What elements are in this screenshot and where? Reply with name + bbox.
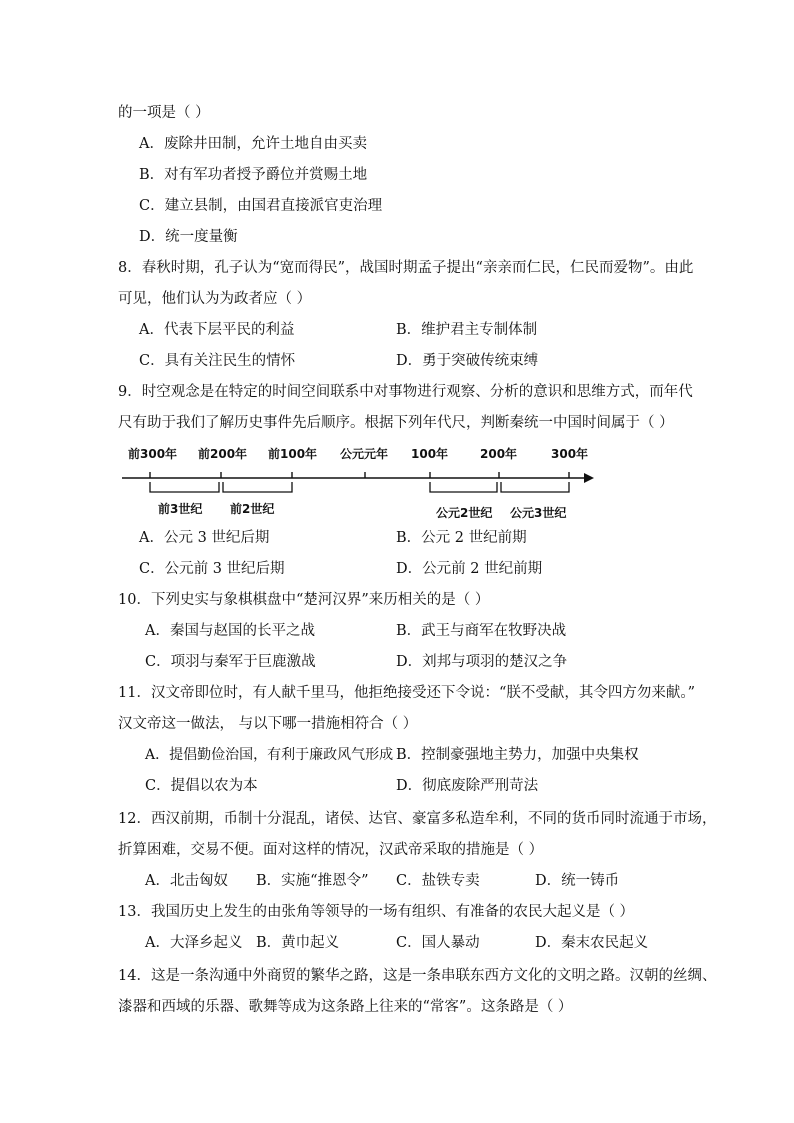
timeline-tick-label: 前200年 [198, 447, 248, 461]
q9-option-c: C．公元前 3 世纪后期 [139, 561, 285, 577]
q10-stem: 10．下列史实与象棋棋盘中“楚河汉界”来历相关的是（ ） [118, 592, 490, 608]
q8-option-b: B．维护君主专制体制 [396, 322, 538, 338]
timeline-ruler [118, 440, 598, 526]
q11-stem-line-2: 汉文帝这一做法， 与以下哪一措施相符合（ ） [118, 716, 418, 732]
q11-option-d: D．彻底废除严刑苛法 [396, 778, 539, 794]
q9-stem-line-1: 9．时空观念是在特定的时间空间联系中对事物进行观察、分析的意识和思维方式，而年代 [118, 384, 693, 400]
q11-option-c: C．提倡以农为本 [145, 778, 258, 794]
timeline-arrow-icon [584, 473, 594, 483]
q9-stem-line-2: 尺有助于我们了解历史事件先后顺序。根据下列年代尺，判断秦统一中国时间属于（ ） [118, 415, 674, 431]
span-bracket-bc2 [223, 482, 292, 492]
q12-option-a: A．北击匈奴 [145, 873, 228, 889]
q12-option-c: C．盐铁专卖 [396, 873, 480, 889]
q12-option-d: D．统一铸币 [535, 873, 620, 889]
span-bracket-ad2 [430, 482, 497, 492]
timeline-tick-label: 300年 [551, 447, 589, 461]
q8-option-a: A．代表下层平民的利益 [139, 322, 295, 338]
timeline-tick-label: 200年 [480, 447, 518, 461]
q13-option-b: B．黄巾起义 [256, 935, 340, 951]
q7-option-c: C．建立县制，由国君直接派官吏治理 [139, 198, 383, 214]
span-label: 前3世纪 [158, 502, 203, 516]
q11-option-a: A．提倡勤俭治国，有利于廉政风气形成 [145, 747, 394, 763]
span-label: 公元3世纪 [510, 506, 567, 520]
q9-option-d: D．公元前 2 世纪前期 [396, 561, 543, 577]
timeline-tick-label: 公元元年 [340, 447, 389, 461]
q10-option-d: D．刘邦与项羽的楚汉之争 [396, 654, 568, 670]
q8-option-c: C．具有关注民生的情怀 [139, 353, 296, 369]
q10-option-b: B．武王与商军在牧野决战 [396, 623, 567, 639]
q7-option-d: D．统一度量衡 [139, 229, 238, 245]
timeline-tick-label: 前300年 [128, 447, 178, 461]
q13-option-a: A．大泽乡起义 [145, 935, 243, 951]
q13-option-c: C．国人暴动 [396, 935, 480, 951]
q12-option-b: B．实施“推恩令” [256, 873, 369, 889]
q8-stem-line-1: 8．春秋时期，孔子认为“宽而得民”，战国时期孟子提出“亲亲而仁民，仁民而爱物”。由此 [118, 260, 694, 276]
q7-option-a: A．废除井田制，允许土地自由买卖 [139, 136, 367, 152]
q10-option-c: C．项羽与秦军于巨鹿激战 [145, 654, 316, 670]
q12-stem-line-1: 12．西汉前期，币制十分混乱，诸侯、达官、豪富多私造牟利，不同的货币同时流通于市场， [118, 811, 717, 827]
q8-stem-line-2: 可见，他们认为为政者应（ ） [118, 291, 312, 307]
q9-option-a: A．公元 3 世纪后期 [139, 530, 270, 546]
q11-stem-line-1: 11．汉文帝即位时，有人献千里马，他拒绝接受还下令说：“朕不受献，其令四方勿来献。” [118, 685, 696, 701]
q12-stem-line-2: 折算困难，交易不便。面对这样的情况，汉武帝采取的措施是（ ） [118, 842, 544, 858]
span-label: 前2世纪 [230, 502, 275, 516]
timeline-tick-label: 前100年 [268, 447, 318, 461]
q8-option-d: D．勇于突破传统束缚 [396, 353, 539, 369]
q14-stem-line-1: 14．这是一条沟通中外商贸的繁华之路，这是一条串联东西方文化的文明之路。汉朝的丝绸、 [118, 968, 717, 984]
q14-stem-line-2: 漆器和西域的乐器、歌舞等成为这条路上往来的“常客”。这条路是（ ） [118, 999, 573, 1015]
timeline-tick-label: 100年 [411, 447, 449, 461]
q9-option-b: B．公元 2 世纪前期 [396, 530, 527, 546]
q13-option-d: D．秦末农民起义 [535, 935, 649, 951]
span-bracket-bc3 [150, 482, 219, 492]
q13-stem: 13．我国历史上发生的由张角等领导的一场有组织、有准备的农民大起义是（ ） [118, 904, 635, 920]
q10-option-a: A．秦国与赵国的长平之战 [145, 623, 315, 639]
q7-option-b: B．对有军功者授予爵位并赏赐土地 [139, 167, 368, 183]
q11-option-b: B．控制豪强地主势力，加强中央集权 [396, 747, 639, 763]
span-label: 公元2世纪 [436, 506, 493, 520]
span-bracket-ad3 [501, 482, 569, 492]
q7-stem: 的一项是（ ） [118, 105, 210, 121]
